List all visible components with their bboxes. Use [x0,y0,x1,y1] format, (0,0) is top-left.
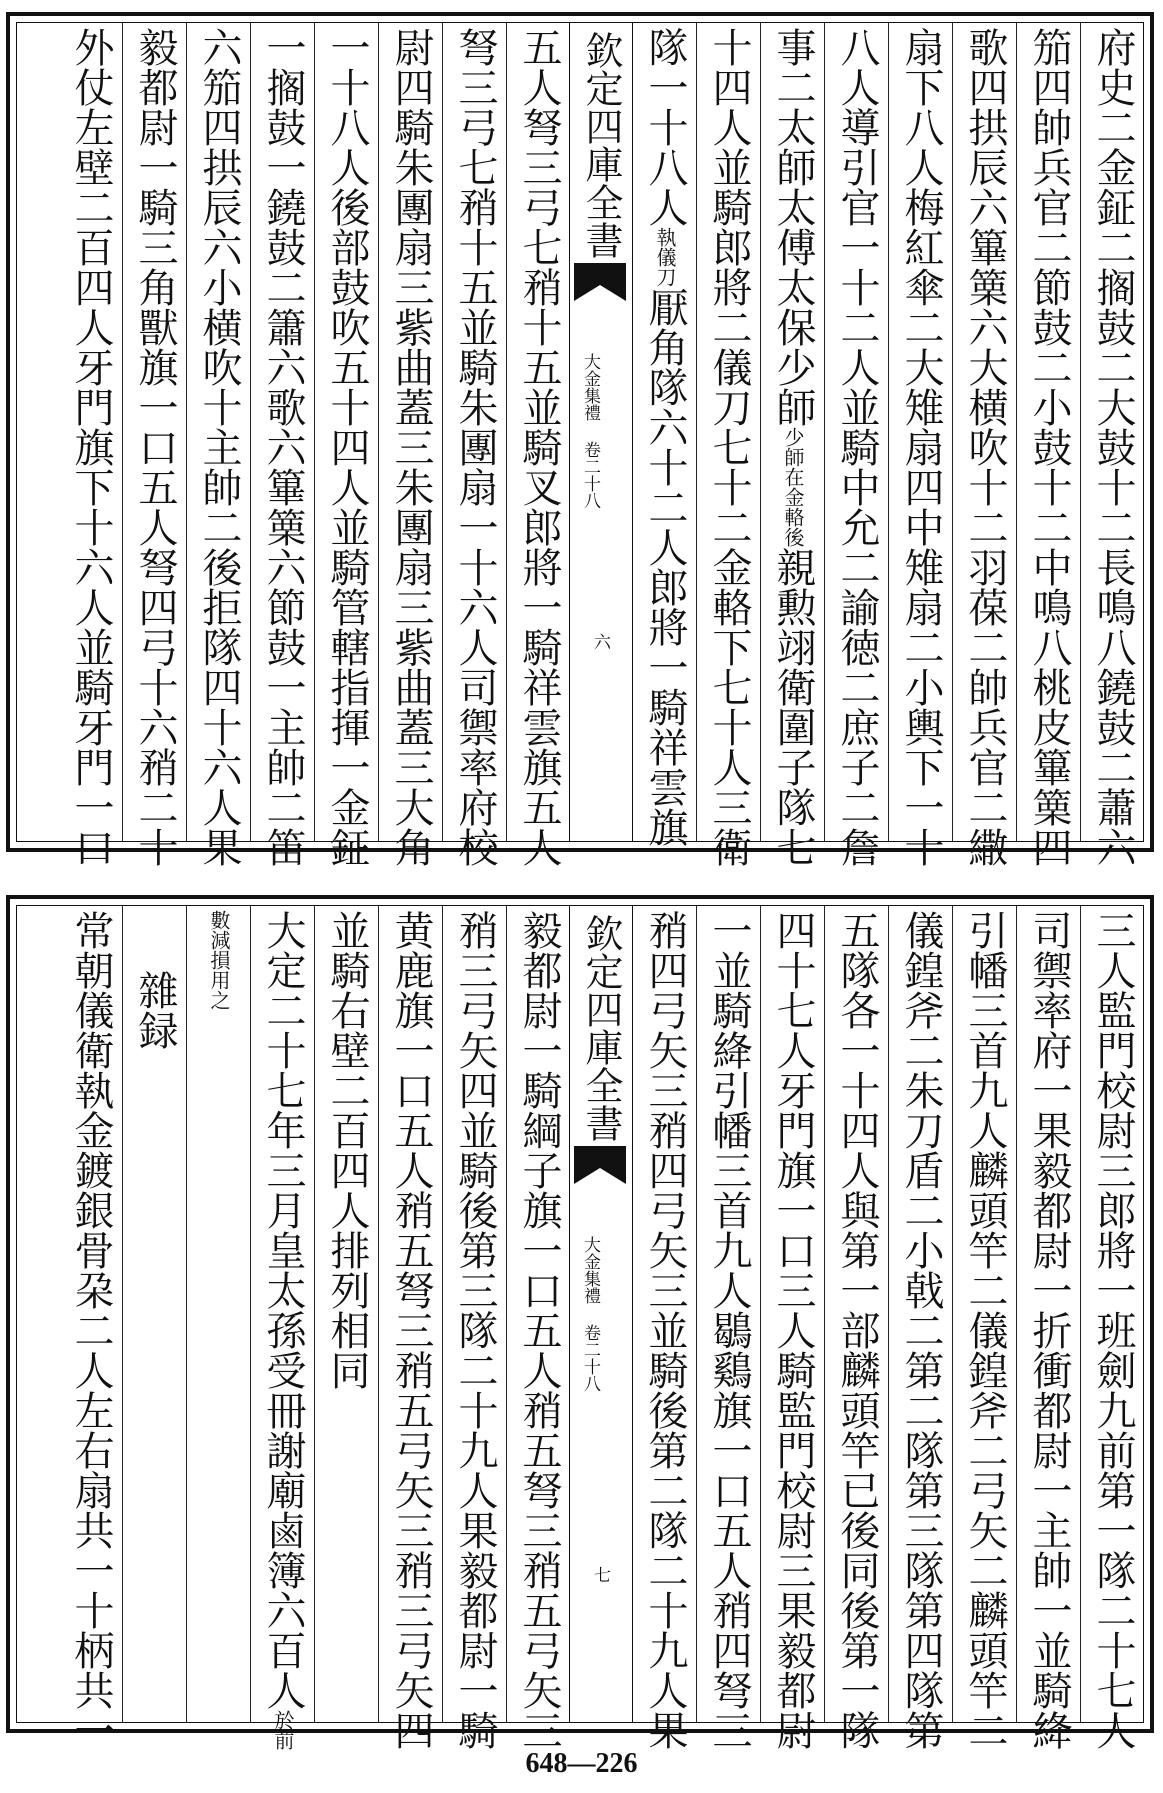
band-subtitle: 大金集禮 卷二十八 [580,353,600,509]
column-rule [696,906,697,1722]
text-column-with-note [635,27,695,847]
band-title: 欽定四庫全書 [579,914,623,1142]
text-column-with-note [253,910,313,1750]
band-page-number: 七 [590,1566,610,1583]
column-text: 厭角隊六十二人郎將一騎祥雲旗 [642,287,688,847]
page-frame-top [16,22,1144,867]
text-column: 五人弩三弓七矟十五並騎叉郎將一騎祥雲旗五人 [516,27,562,867]
column-rule [314,23,315,841]
column-rule [442,23,443,841]
column-rule [250,23,251,841]
column-rule [888,906,889,1722]
text-column: 一並騎絳引幡三首九人鶡鷄旗一口五人矟四弩三 [706,910,752,1750]
column-rule [1016,906,1017,1722]
text-column: 常朝儀衛執金鍍銀骨朶二人左右扇共一十柄共一 [68,910,114,1750]
text-column: 四十七人牙門旗一口三人騎監門校尉三果毅都尉 [770,910,816,1750]
column-text: 事二太師太傅太保少師 [770,27,816,427]
column-rule [696,23,697,841]
column-rule [186,23,187,841]
column-rule [952,906,953,1722]
column-rule [824,23,825,841]
text-column: 一搁鼓一鐃鼓二簫六歌六篳篥六節鼓一主帥二笛 [260,27,306,867]
interlinear-note: 少師在金輅後 [781,427,805,547]
column-rule [506,23,507,841]
column-rule [888,23,889,841]
page-footer-number: 648—226 [525,1748,638,1779]
column-rule [1016,23,1017,841]
interlinear-note: 數減損用之 [207,910,231,1010]
fishtail-mark-icon [574,1146,626,1184]
text-column-with-note [763,27,823,867]
column-rule [186,906,187,1722]
text-column: 引幡三首九人麟頭竿二儀鍠斧二弓矢二麟頭竿二 [962,910,1008,1750]
band-page-number: 六 [590,633,610,650]
text-column: 矟三弓矢四並騎後第三隊二十九人果毅都尉一騎 [452,910,498,1750]
section-heading: 雜録 [132,970,178,1050]
band-subtitle: 大金集禮 卷二十八 [580,1236,600,1392]
page-panel-bottom [6,895,1154,1750]
text-column: 矟四弓矢三矟四弓矢三並騎後第二隊二十九人果 [642,910,688,1750]
column-rule [1080,23,1081,841]
center-band [569,906,633,1722]
column-rule [378,906,379,1722]
column-rule [442,906,443,1722]
text-column: 司禦率府一果毅都尉一折衝都尉一主帥一並騎絳 [1026,910,1072,1750]
column-rule [952,23,953,841]
column-rule [824,906,825,1722]
band-title: 欽定四庫全書 [579,31,623,259]
column-text: 隊一十八人 [642,27,688,227]
text-column: 扇下八人梅紅傘二大雉扇四中雉扇二小輿下一十 [898,27,944,867]
text-column: 十四人並騎郎將二儀刀七十二金輅下七十人三衛 [706,27,752,867]
text-column: 一十八人後部鼓吹五十四人並騎管轄指揮一金鉦 [324,27,370,867]
column-text: 親勲翊衛圍子隊七 [770,547,816,867]
text-column: 笳四帥兵官二節鼓二小鼓十二中鳴八桃皮篳篥四 [1026,27,1072,867]
text-column: 三人監門校尉三郎將一班劍九前第一隊二十七人 [1090,910,1136,1750]
page-panel-top [6,12,1154,867]
column-rule [122,906,123,1722]
text-column: 八人導引官一十二人並騎中允二諭徳二庶子二詹 [834,27,880,867]
text-column: 儀鍠斧二朱刀盾二小戟二第二隊第三隊第四隊第 [898,910,944,1750]
interlinear-note: 於前 [271,1710,295,1750]
column-rule [760,906,761,1722]
text-column: 五隊各一十四人與第一部麟頭竿已後同後第一隊 [834,910,880,1750]
text-column: 府史二金鉦二搁鼓二大鼓十二長鳴八鐃鼓二蕭六 [1090,27,1136,867]
center-band [569,23,633,841]
column-rule [314,906,315,1722]
column-rule [250,906,251,1722]
column-text: 大定二十七年三月皇太孫受冊謝廟鹵簿六百人 [260,910,306,1710]
text-column: 並騎右壁二百四人排列相同 [324,910,370,1390]
column-rule [760,23,761,841]
text-column: 歌四拱辰六篳篥六大横吹十二羽葆二帥兵官二繖 [962,27,1008,867]
column-rule [122,23,123,841]
page-frame-bottom [16,905,1144,1750]
text-column: 弩三弓七矟十五並騎朱團扇一十六人司禦率府校 [452,27,498,867]
text-column: 尉四騎朱團扇三紫曲蓋三朱團扇三紫曲蓋三大角 [388,27,434,867]
text-column: 毅都尉一騎三角獸旗一口五人弩四弓十六矟二十 [132,27,178,867]
column-rule [506,906,507,1722]
text-column-note [189,910,249,1718]
text-column: 六笳四拱辰六小横吹十主帥二後拒隊四十六人果 [196,27,242,867]
text-column: 毅都尉一騎綱子旗一口五人矟五弩三矟五弓矢三 [516,910,562,1750]
text-column: 黄鹿旗一口五人矟五弩三矟五弓矢三矟三弓矢四 [388,910,434,1750]
column-rule [378,23,379,841]
fishtail-mark-icon [574,263,626,301]
text-column: 外仗左壁二百四人牙門旗下十六人並騎牙門一口 [68,27,114,867]
column-rule [1080,906,1081,1722]
interlinear-note: 執儀刀 [653,227,677,287]
